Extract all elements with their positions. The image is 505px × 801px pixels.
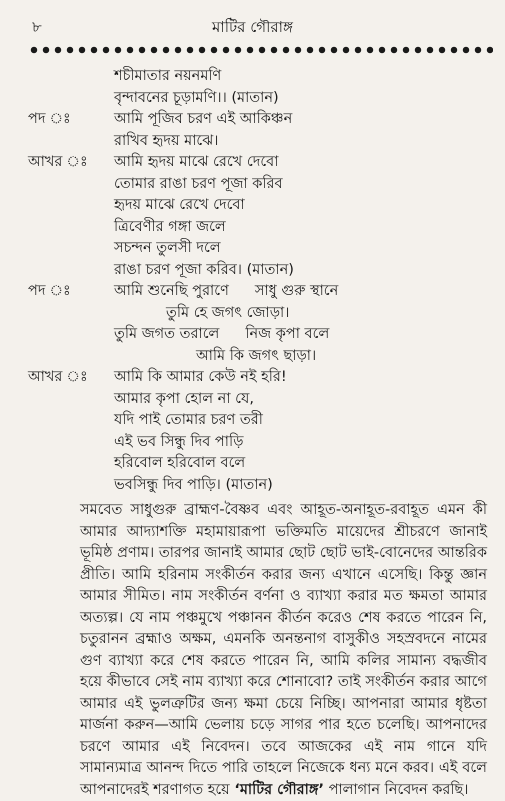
verse-line: তোমার রাঙা চরণ পূজা করিব [114,175,283,192]
verse-half: নিজ কৃপা বলে [245,326,330,342]
verse-line [114,324,329,346]
verse-half: তুমি জগত তরালে [114,326,220,342]
verse-line: ত্রিবেণীর গঙ্গা জলে [114,218,226,235]
verse-line: আমি হৃদয় মাঝে রেখে দেবো [114,154,279,170]
verse-line: হৃদয় মাঝে রেখে দেবো [114,197,245,213]
running-title: মাটির গৌরাঙ্গ [212,18,293,36]
song-verse-block [28,66,491,496]
verse-half: আমি শুনেছি পুরাণে [114,283,229,299]
verse-line: আমি কি জগৎ ছাড়া। [196,347,317,364]
prose-closing-text: পালাগান নিবেদন করছি। [328,781,469,798]
verse-line: রাখিব হৃদয় মাঝে। [114,132,219,149]
verse-line: যদি পাই তোমার চরণ তরী [114,412,263,428]
akhor-label: আখর ঃ [28,154,88,170]
verse-line: আমি কি আমার কেউ নই হরি! [114,369,287,385]
verse-line: আমি পূজিব চরণ এই আকিঞ্চন [114,111,293,127]
verse-line: আমার কৃপা হোল না যে, [114,390,254,407]
prose-text [80,500,487,801]
akhor-label: আখর ঃ [28,369,88,385]
page-number: ৮ [32,18,42,36]
prose-main-text: সমবেত সাধুগুরু ব্রাহ্মণ-বৈষ্ণব এবং আহূত-অনাহূত-রবাহূত এমন কী আমার আদ্যাশক্তি মহামায়ারূপা ভক্তিমতি মায়েদের শ্রীচরণে জানাই ভূমিষ্ঠ প্রণাম। তারপর জানাই আমার ছোট ছোট ভাই-বোনেদের আন্তরিক প্রীতি। আমি হরিনাম সংকীর্তন করার জন্য এখানে এসেছি। কিন্তু জ্ঞান আমার সীমিত। নাম সংকীর্তন বর্ণনা ও ব্যাখ্যা করার মত ক্ষমতা আমার অত্যল্প। যে নাম পঞ্চমুখে পঞ্চানন কীর্তন করেও শেষ করতে পারেন নি, চতুরানন ব্রহ্মাও অক্ষম, এমনকি অনন্তনাগ বাসুকীও সহস্রবদনে নামের গুণ ব্যাখ্যা করে শেষ করতে পারেন নি, আমি কলির সামান্য বদ্ধজীব হয়ে কীভাবে সেই নাম ব্যাখ্যা করে শোনাবো? তাই সংকীর্তন করার আগে আমার এই ভুলত্রুটির জন্য ক্ষমা চেয়ে নিচ্ছি। আপনারা আমার ধৃষ্টতা মার্জনা করুন—আমি ভেলায় চড়ে সাগর পার হতে চলেছি। আপনাদের চরণে আমার এই নিবেদন। তবে আজকের এই নাম গানে যদি সামান্যমাত্র আনন্দ দিতে পারি তাহলে নিজেকে ধন্য মনে করব। এই বলে আপনাদেরই শরণাগত হয়ে [80,502,487,798]
verse-line: ভবসিন্ধু দিব পাড়ি। (মাতান) [114,476,273,493]
pada-label: পদ ঃ [28,111,71,127]
verse-line: সচন্দন তুলসী দলে [114,240,221,256]
verse-line: হরিবোল হরিবোল বলে [114,455,246,471]
pada-label: পদ ঃ [28,283,71,299]
book-title-emphasis: ‘মাটির গৌরাঙ্গ’ [234,781,324,798]
verse-line: রাঙা চরণ পূজা করিব। (মাতান) [114,261,294,278]
verse-line: এই ভব সিন্ধু দিব পাড়ি [114,433,244,450]
verse-line: শচীমাতার নয়নমণি [114,68,222,84]
verse-line [114,281,338,303]
prose-paragraph [80,500,487,801]
verse-line: তুমি হে জগৎ জোড়া। [166,304,290,321]
dotted-divider [28,44,493,56]
verse-half: সাধু গুরু স্থানে [254,283,339,299]
verse-line: বৃন্দাবনের চূড়ামণি।। (মাতান) [114,89,279,106]
